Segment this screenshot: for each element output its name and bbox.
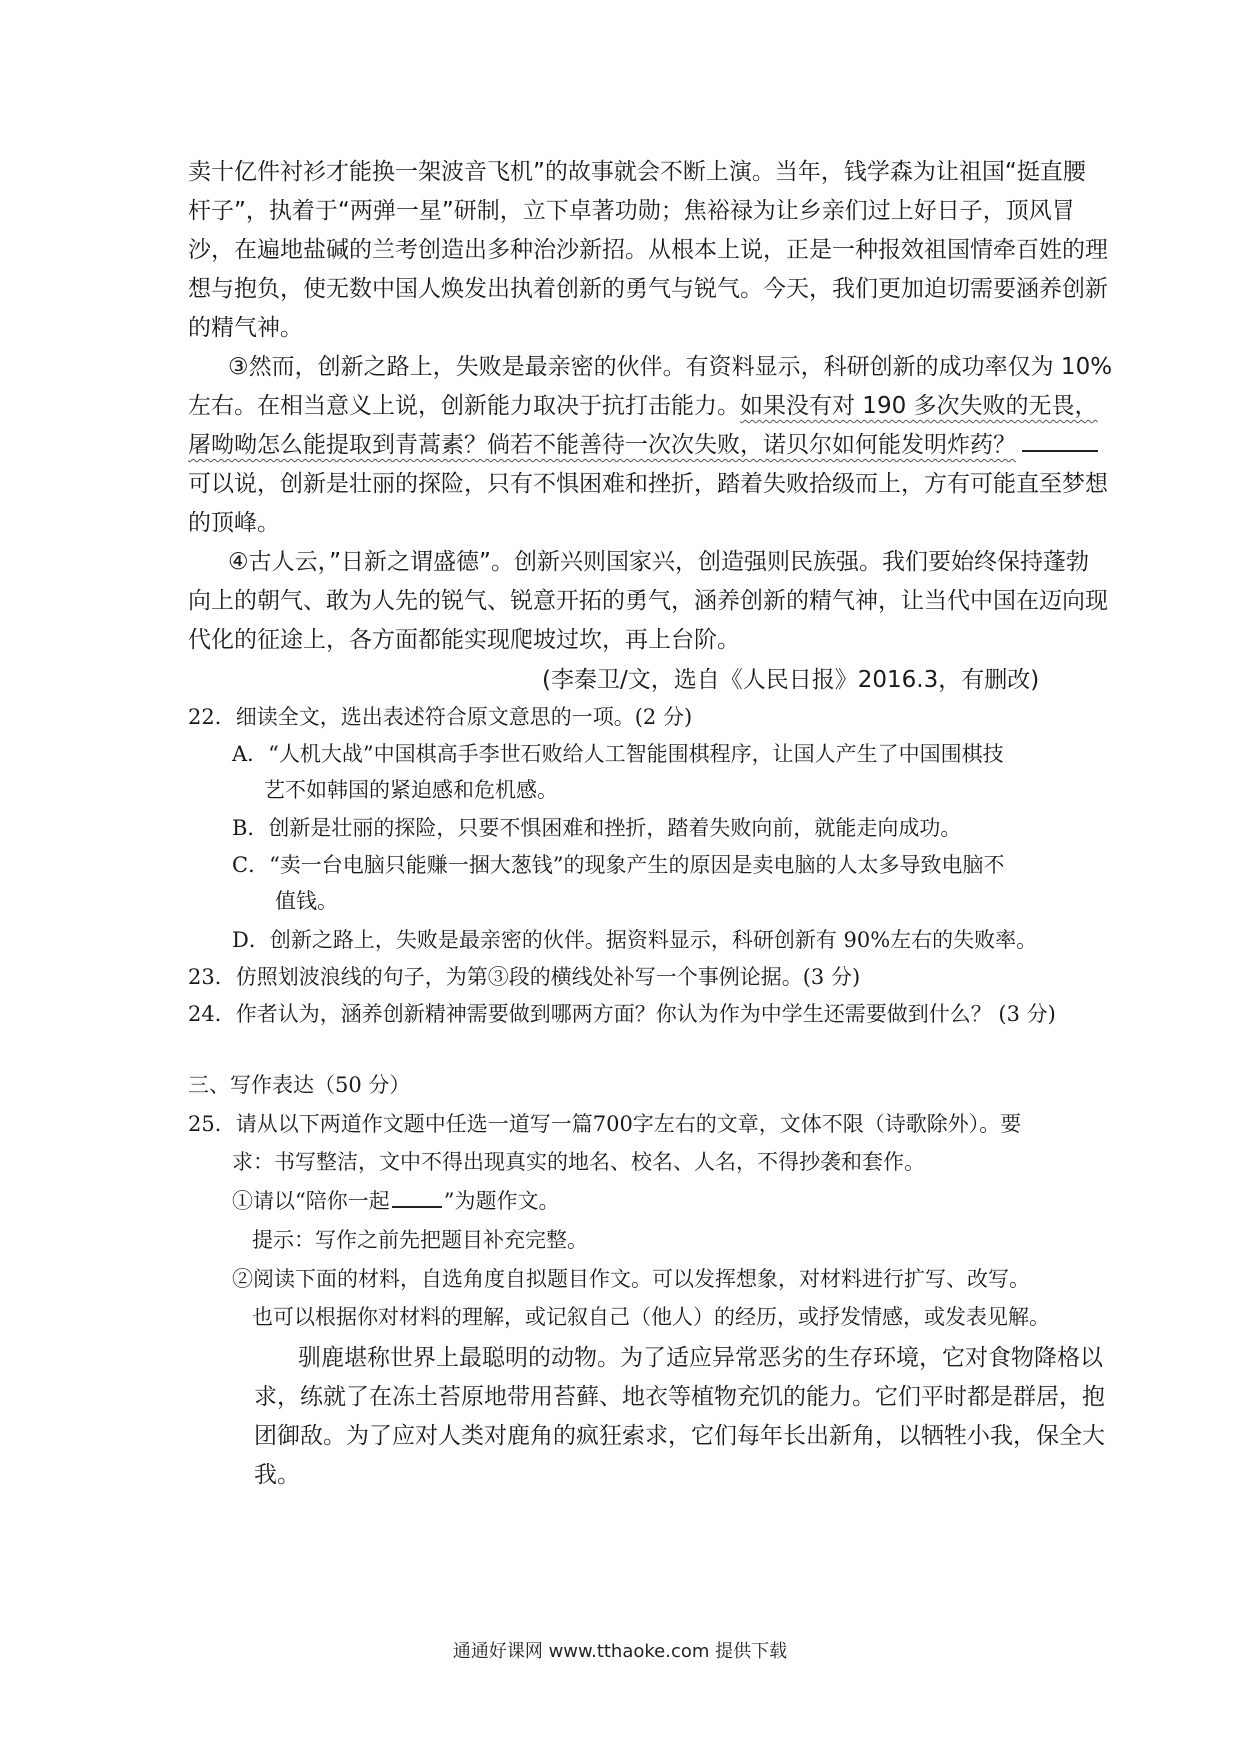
topic-hint: 提示：写作之前先把题目补充完整。 — [252, 1228, 588, 1252]
passage-line: ④古人云，”日新之谓盛德”。创新兴则国家兴，创造强则民族强。我们要始终保持蓬勃 — [228, 549, 1089, 575]
section-title: 三、写作表达（50 分） — [188, 1073, 411, 1097]
option-b: B．创新是壮丽的探险，只要不惧困难和挫折，踏着失败向前，就能走向成功。 — [232, 816, 962, 840]
material-line: 驯鹿堪称世界上最聪明的动物。为了适应异常恶劣的生存环境，它对食物降格以 — [298, 1345, 1103, 1371]
passage-text: 左右。在相当意义上说，创新能力取决于抗打击能力。 — [188, 393, 740, 419]
passage-line: 代化的征途上，各方面都能实现爬坡过坎，再上台阶。 — [188, 627, 740, 653]
passage-line: 想与抱负，使无数中国人焕发出执着创新的勇气与锐气。今天，我们更加迫切需要涵养创新 — [188, 276, 1108, 302]
wavy-underlined-sentence: 如果没有对 190 多次失败的无畏， — [740, 393, 1098, 419]
option-d: D．创新之路上，失败是最亲密的伙伴。据资料显示，科研创新有 90%左右的失败率。 — [232, 928, 1038, 952]
page-footer: 通通好课网 www.tthaoke.com 提供下载 — [452, 1641, 788, 1662]
passage-line: 可以说，创新是壮丽的探险，只有不惧困难和挫折，踏着失败拾级而上，方有可能直至梦想 — [188, 471, 1108, 497]
option-c-cont: 值钱。 — [275, 889, 338, 913]
answer-blank-line — [1022, 428, 1098, 452]
option-c: C．“卖一台电脑只能赚一捆大葱钱”的现象产生的原因是卖电脑的人太多导致电脑不 — [232, 853, 1005, 877]
passage-line: 沙，在遍地盐碱的兰考创造出多种治沙新招。从根本上说，正是一种报效祖国情牵百姓的理 — [188, 237, 1108, 263]
material-line: 团御敌。为了应对人类对鹿角的疯狂索求，它们每年长出新角，以牺牲小我，保全大 — [254, 1423, 1105, 1449]
question-24: 24．作者认为，涵养创新精神需要做到哪两方面？你认为作为中学生还需要做到什么？ (3 分) — [188, 1002, 1056, 1026]
wavy-underlined-sentence: 屠呦呦怎么能提取到青蒿素？倘若不能善待一次次失败，诺贝尔如何能发明炸药？ — [188, 432, 1016, 458]
passage-line: 卖十亿件衬衫才能换一架波音飞机”的故事就会不断上演。当年，钱学森为让祖国“挺直腰 — [188, 159, 1086, 185]
passage-source: (李秦卫/文，选自《人民日报》2016.3，有删改) — [542, 667, 1040, 693]
topic-2: ②阅读下面的材料，自选角度自拟题目作文。可以发挥想象，对材料进行扩写、改写。 — [232, 1267, 1030, 1291]
passage-line: 的精气神。 — [188, 315, 303, 341]
question-23: 23．仿照划波浪线的句子，为第③段的横线处补写一个事例论据。(3 分) — [188, 965, 861, 989]
passage-line: 的顶峰。 — [188, 510, 280, 536]
material-line: 我。 — [254, 1462, 300, 1488]
title-blank-line — [392, 1186, 442, 1208]
option-a-cont: 艺不如韩国的紧迫感和危机感。 — [264, 778, 558, 802]
passage-line: 向上的朝气、敢为人先的锐气、锐意开拓的勇气，涵养创新的精气神，让当代中国在迈向现 — [188, 588, 1108, 614]
passage-line: 杆子”，执着于“两弹一星”研制，立下卓著功勋；焦裕禄为让乡亲们过上好日子，顶风冒 — [188, 198, 1075, 224]
passage-line — [188, 387, 1098, 425]
topic-1-prefix: ①请以“陪你一起 — [232, 1189, 390, 1213]
material-line: 求，练就了在冻土苔原地带用苔藓、地衣等植物充饥的能力。它们平时都是群居，抱 — [254, 1384, 1105, 1410]
topic-1-suffix: ”为题作文。 — [443, 1189, 560, 1213]
passage-line — [188, 426, 1098, 464]
passage-line: ③然而，创新之路上，失败是最亲密的伙伴。有资料显示，科研创新的成功率仅为 10% — [228, 354, 1113, 380]
question-22: 22．细读全文，选出表述符合原文意思的一项。(2 分) — [188, 705, 693, 729]
question-25: 25．请从以下两道作文题中任选一道写一篇700字左右的文章，文体不限（诗歌除外）。要 — [188, 1112, 1022, 1136]
option-a: A．“人机大战”中国棋高手李世石败给人工智能围棋程序，让国人产生了中国围棋技 — [232, 742, 1004, 766]
topic-2-cont: 也可以根据你对材料的理解，或记叙自己（他人）的经历，或抒发情感，或发表见解。 — [252, 1305, 1050, 1329]
topic-1 — [232, 1183, 560, 1219]
question-25-cont: 求：书写整洁，文中不得出现真实的地名、校名、人名，不得抄袭和套作。 — [232, 1150, 925, 1174]
